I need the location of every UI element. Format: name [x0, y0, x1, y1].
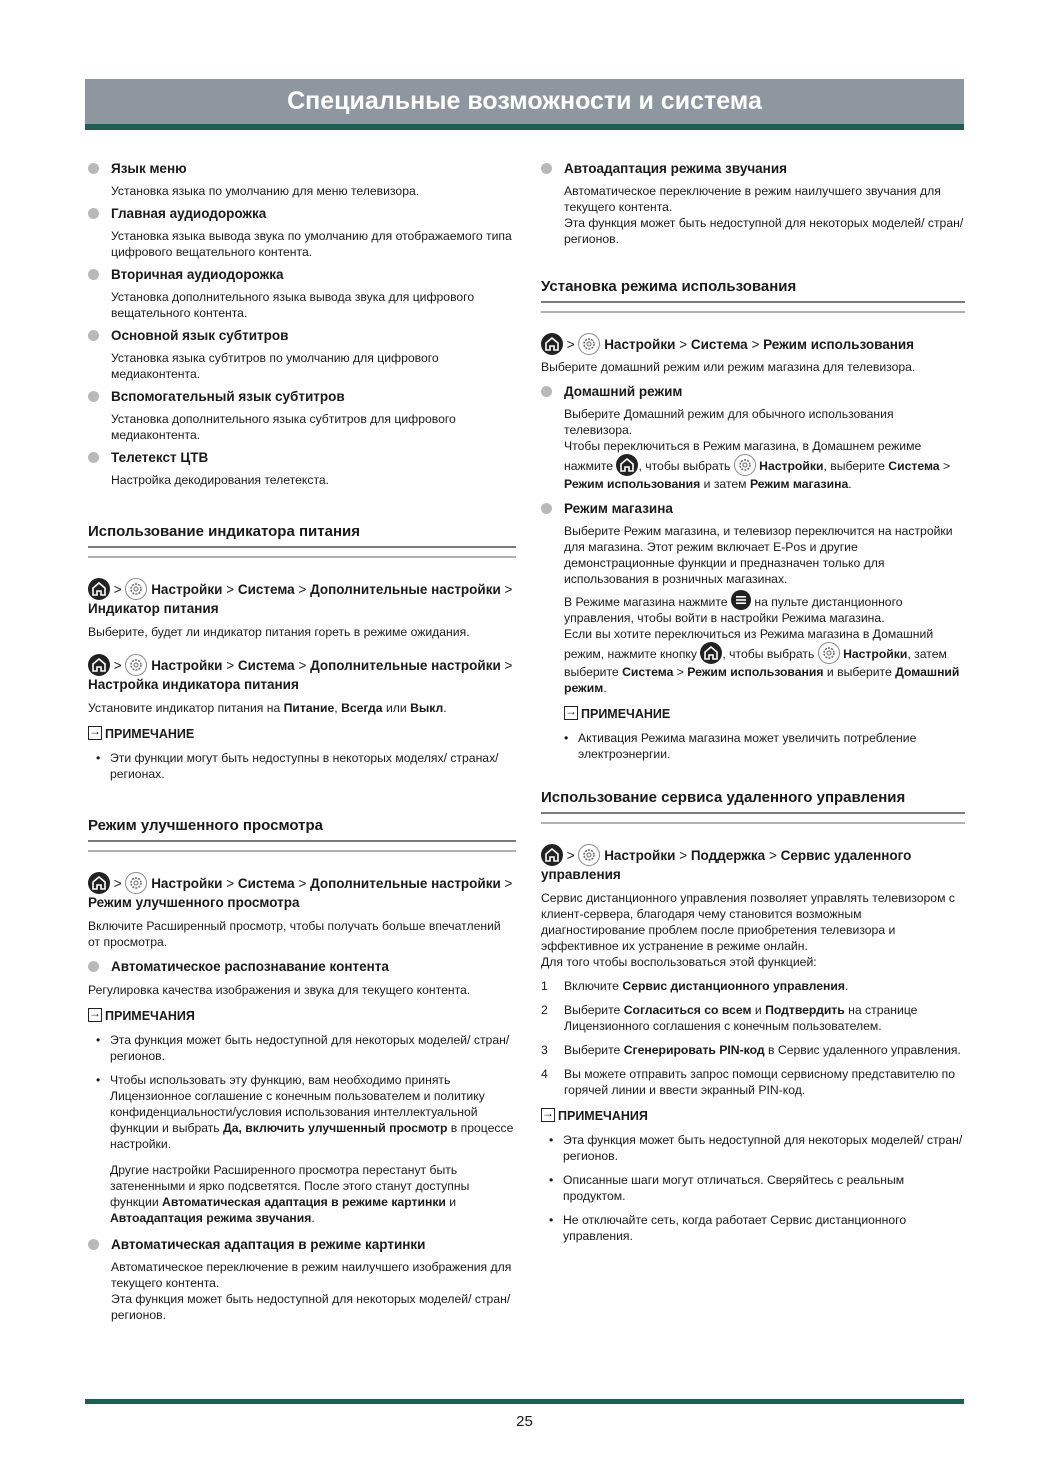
- path-system: Система: [237, 658, 295, 673]
- item-title: Вторичная аудиодорожка: [111, 267, 284, 282]
- path-power-indicator: Индикатор питания: [88, 601, 219, 616]
- path-system: Система: [237, 582, 295, 597]
- bullet-icon: [88, 269, 99, 280]
- gear-icon: [578, 333, 600, 355]
- item-desc: Установка языка вывода звука по умолчанию для отображаемого типа цифрового вещательного контента.: [111, 229, 512, 259]
- bullet-icon: [88, 961, 99, 972]
- step-item: 1 Включите Сервис дистанционного управления.: [541, 979, 849, 993]
- paragraph: Выберите, будет ли индикатор питания гореть в режиме ожидания.: [88, 625, 470, 639]
- bullet-icon: [88, 1239, 99, 1250]
- section-divider: [88, 546, 516, 558]
- item-desc: Установка дополнительного языка субтитров для цифрового медиаконтента.: [111, 412, 456, 442]
- menu-button-icon: [731, 590, 751, 610]
- note-item: • Описанные шаги могут отличаться. Сверяйтесь с реальным продуктом.: [549, 1172, 965, 1204]
- item-desc: Настройка декодирования телетекста.: [111, 473, 330, 487]
- note-list: [564, 730, 965, 762]
- section-heading: Использование индикатора питания: [88, 523, 360, 540]
- list-item: Автоматическая адаптация в режиме картинки Автоматическое переключение в режим наилучшего изображения для текущего контента. Эта функция может быть недоступной для некоторых моделей/ стран/регионов.: [88, 1236, 516, 1323]
- home-icon: [88, 872, 110, 894]
- list-item: Автоадаптация режима звучания Автоматическое переключение в режим наилучшего звучания для текущего контента. Эта функция может быть недоступной для некоторых моделей/ стран/регионов.: [541, 160, 965, 247]
- note-list: [88, 1032, 516, 1226]
- path-power-indicator-setup: Настройка индикатора питания: [88, 677, 299, 692]
- paragraph: Включите Расширенный просмотр, чтобы получать больше впечатлений от просмотра.: [88, 919, 501, 949]
- list-item: [88, 449, 516, 488]
- item-title: Телетекст ЦТВ: [111, 450, 209, 465]
- section-divider: [541, 812, 965, 824]
- note-list: [541, 1132, 965, 1244]
- footer-divider: [85, 1399, 964, 1404]
- note-heading: →ПРИМЕЧАНИЯ: [541, 1108, 965, 1124]
- gear-icon: [125, 872, 147, 894]
- note-item: • Эта функция может быть недоступной для некоторых моделей/ стран/регионов.: [96, 1032, 516, 1064]
- note-item: • Эти функции могут быть недоступны в некоторых моделях/ странах/регионах.: [96, 750, 516, 782]
- bullet-icon: [88, 163, 99, 174]
- bullet-icon: [88, 330, 99, 341]
- list-item: Домашний режим Выберите Домашний режим для обычного использования телевизора. Чтобы переключиться в Режим магазина, в Домашнем режиме нажмите , чтобы выбрать Настройки, выберите Система > Режим использования и затем Режим магазина.: [541, 383, 965, 492]
- paragraph: Сервис дистанционного управления позволяет управлять телевизором с клиент-сервера, благодаря чему становится возможным диагностирование проблем после приобретения телевизора и эффективное их устранение в режиме онлайн. Для того чтобы воспользоваться этой функцией:: [541, 891, 955, 969]
- note-list: [88, 750, 516, 782]
- item-title: Главная аудиодорожка: [111, 206, 267, 221]
- item-desc: Установка языка субтитров по умолчанию для цифрового медиаконтента.: [111, 351, 439, 381]
- path-advanced: Дополнительные настройки: [310, 582, 501, 597]
- menu-path: > Настройки > Система > Режим использования: [541, 333, 965, 355]
- bullet-icon: [541, 163, 552, 174]
- home-icon: [88, 654, 110, 676]
- note-icon: [541, 1108, 555, 1122]
- note-icon: [564, 706, 578, 720]
- path-settings: Настройки: [151, 582, 223, 597]
- gear-icon: [578, 844, 600, 866]
- step-item: 3 Выберите Сгенерировать PIN-код в Сервис удаленного управления.: [541, 1043, 961, 1057]
- page-title: Специальные возможности и система: [85, 79, 964, 130]
- step-item: 4 Вы можете отправить запрос помощи сервисному представителю по горячей линии и ввести экранный PIN-код.: [541, 1067, 955, 1097]
- step-item: 2 Выберите Согласиться со всем и Подтвердить на странице Лицензионного соглашения с конечным пользователем.: [541, 1003, 918, 1033]
- bullet-icon: [88, 452, 99, 463]
- section-divider: [541, 301, 965, 313]
- gear-icon: [818, 642, 840, 664]
- item-title: Основной язык субтитров: [111, 328, 289, 343]
- note-item: • Активация Режима магазина может увеличить потребление электроэнергии.: [564, 730, 965, 762]
- home-icon: [541, 844, 563, 866]
- section-heading: Режим улучшенного просмотра: [88, 817, 323, 834]
- note-heading: →ПРИМЕЧАНИЕ: [564, 706, 965, 722]
- note-item: • Эта функция может быть недоступной для некоторых моделей/ стран/регионов.: [549, 1132, 965, 1164]
- bullet-icon: [541, 503, 552, 514]
- note-heading: →ПРИМЕЧАНИЯ: [88, 1008, 516, 1024]
- section-divider: [88, 840, 516, 852]
- paragraph: Установите индикатор питания на Питание, Всегда или Выкл.: [88, 701, 447, 715]
- paragraph: Регулировка качества изображения и звука для текущего контента.: [88, 983, 471, 997]
- list-item: Автоматическое распознавание контента: [88, 958, 516, 976]
- list-item: [88, 266, 516, 321]
- gear-icon: [125, 654, 147, 676]
- paragraph: Выберите домашний режим или режим магазина для телевизора.: [541, 360, 916, 374]
- item-title: Вспомогательный язык субтитров: [111, 389, 345, 404]
- left-column: [88, 160, 516, 1329]
- gear-icon: [734, 454, 756, 476]
- bullet-icon: [88, 391, 99, 402]
- menu-path: > Настройки > Система > Дополнительные настройки > Настройка индикатора питания: [88, 654, 516, 694]
- note-heading: →ПРИМЕЧАНИЕ: [88, 726, 516, 742]
- right-column: [541, 160, 965, 1252]
- list-item: [88, 160, 516, 199]
- home-icon: [88, 578, 110, 600]
- list-item: Режим магазина Выберите Режим магазина, и телевизор переключится на настройки для магазина. Этот режим включает E-Pos и другие демонстрационные функции и предназначен только для использования в розничных магазинах. В Режиме магазина нажмите на пульте дистанционного управления, чтобы войти в настройки Режима магазина. Если вы хотите переключиться из Режима магазина в Домашний режим, нажмите кнопку , чтобы выбрать Настройки, затем выберите Система > Режим использования и выберите Домашний режим. →ПРИМЕЧАНИЕ • Активация Режима магазина может увеличить потребление электроэнергии.: [541, 500, 965, 762]
- list-item: [88, 205, 516, 260]
- section-heading: Установка режима использования: [541, 278, 797, 295]
- gear-icon: [125, 578, 147, 600]
- page-number: 25: [516, 1413, 533, 1430]
- list-item: [88, 388, 516, 443]
- home-icon: [541, 333, 563, 355]
- home-icon: [616, 454, 638, 476]
- menu-path: > Настройки > Система > Дополнительные настройки > Режим улучшенного просмотра: [88, 872, 516, 912]
- section-heading: Использование сервиса удаленного управления: [541, 789, 906, 806]
- path-advanced: Дополнительные настройки: [310, 658, 501, 673]
- item-desc: Установка языка по умолчанию для меню телевизора.: [111, 184, 420, 198]
- home-icon: [700, 642, 722, 664]
- note-item: • Чтобы использовать эту функцию, вам необходимо принять Лицензионное соглашение с конечным пользователем и политику конфиденциальности/условия использования интеллектуальной функции и выбрать Да, включить улучшенный просмотр в процессе настройки. Другие настройки Расширенного просмотра перестанут быть затененными и ярко подсветятся. После этого станут доступны функции Автоматическая адаптация в режиме картинки и Автоадаптация режима звучания.: [96, 1072, 516, 1226]
- step-list: [541, 978, 965, 1098]
- path-settings: Настройки: [151, 658, 223, 673]
- note-item: • Не отключайте сеть, когда работает Сервис дистанционного управления.: [549, 1212, 965, 1244]
- bullet-icon: [541, 386, 552, 397]
- note-icon: [88, 1008, 102, 1022]
- item-title: Язык меню: [111, 161, 187, 176]
- note-icon: [88, 726, 102, 740]
- bullet-icon: [88, 208, 99, 219]
- list-item: [88, 327, 516, 382]
- menu-path: > Настройки > Система > Дополнительные настройки > Индикатор питания: [88, 578, 516, 618]
- item-desc: Установка дополнительного языка вывода звука для цифрового вещательного контента.: [111, 290, 475, 320]
- menu-path: > Настройки > Поддержка > Сервис удаленного управления: [541, 844, 965, 884]
